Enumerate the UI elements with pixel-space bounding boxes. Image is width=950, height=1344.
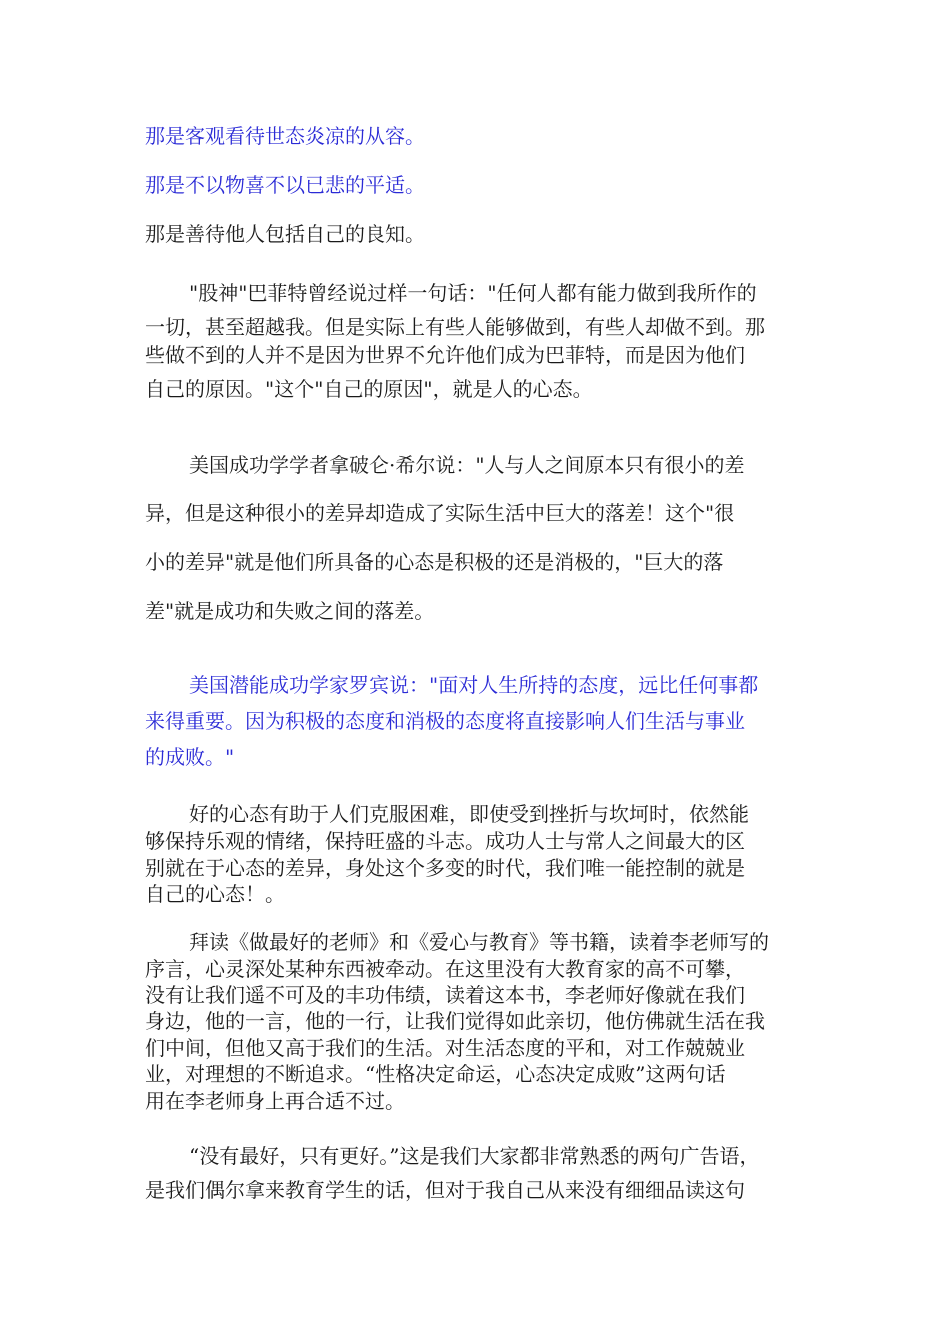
paragraph-4-line: 别就在于心态的差异，身处这个多变的时代，我们唯一能控制的就是	[145, 856, 745, 880]
paragraph-6-line: 是我们偶尔拿来教育学生的话，但对于我自己从来没有细细品读这句	[145, 1178, 745, 1202]
paragraph-1-line: 些做不到的人并不是因为世界不允许他们成为巴菲特，而是因为他们	[145, 343, 745, 367]
paragraph-5-line: 用在李老师身上再合适不过。	[145, 1089, 405, 1113]
paragraph-2-line: 美国成功学学者拿破仑·希尔说："人与人之间原本只有很小的差	[189, 453, 745, 477]
paragraph-3-line: 美国潜能成功学家罗宾说："面对人生所持的态度，远比任何事都	[189, 673, 759, 697]
paragraph-5-line: 身边，他的一言，他的一行，让我们觉得如此亲切，他仿佛就生活在我	[145, 1009, 765, 1033]
paragraph-5-line: 拜读《做最好的老师》和《爱心与教育》等书籍，读着李老师写的	[189, 930, 769, 954]
paragraph-5-line: 业，对理想的不断追求。“性格决定命运，心态决定成败”这两句话	[145, 1062, 726, 1086]
paragraph-3-line: 的成败。"	[145, 745, 235, 769]
paragraph-1-line: "股神"巴菲特曾经说过样一句话："任何人都有能力做到我所作的	[189, 281, 757, 305]
paragraph-1-line: 自己的原因。"这个"自己的原因"，就是人的心态。	[145, 377, 593, 401]
paragraph-1-line: 一切，甚至超越我。但是实际上有些人能够做到，有些人却做不到。那	[145, 315, 765, 339]
paragraph-4-line: 够保持乐观的情绪，保持旺盛的斗志。成功人士与常人之间最大的区	[145, 829, 745, 853]
paragraph-2-line: 差"就是成功和失败之间的落差。	[145, 599, 435, 623]
paragraph-5-line: 们中间，但他又高于我们的生活。对生活态度的平和，对工作兢兢业	[145, 1036, 745, 1060]
paragraph-5-line: 序言，心灵深处某种东西被牵动。在这里没有大教育家的高不可攀，	[145, 957, 745, 981]
paragraph-2-line: 小的差异"就是他们所具备的心态是积极的还是消极的，"巨大的落	[145, 550, 724, 574]
intro-line-3: 那是善待他人包括自己的良知。	[145, 222, 425, 246]
paragraph-4-line: 自己的心态！。	[145, 882, 285, 906]
intro-line-1: 那是客观看待世态炎凉的从容。	[145, 124, 425, 148]
paragraph-5-line: 没有让我们遥不可及的丰功伟绩，读着这本书，李老师好像就在我们	[145, 983, 745, 1007]
paragraph-3-line: 来得重要。因为积极的态度和消极的态度将直接影响人们生活与事业	[145, 709, 745, 733]
paragraph-2-line: 异，但是这种很小的差异却造成了实际生活中巨大的落差！这个"很	[145, 501, 735, 525]
intro-line-2: 那是不以物喜不以已悲的平适。	[145, 173, 425, 197]
paragraph-6-line: “没有最好，只有更好。”这是我们大家都非常熟悉的两句广告语，	[189, 1144, 760, 1168]
paragraph-4-line: 好的心态有助于人们克服困难，即使受到挫折与坎坷时，依然能	[189, 802, 749, 826]
